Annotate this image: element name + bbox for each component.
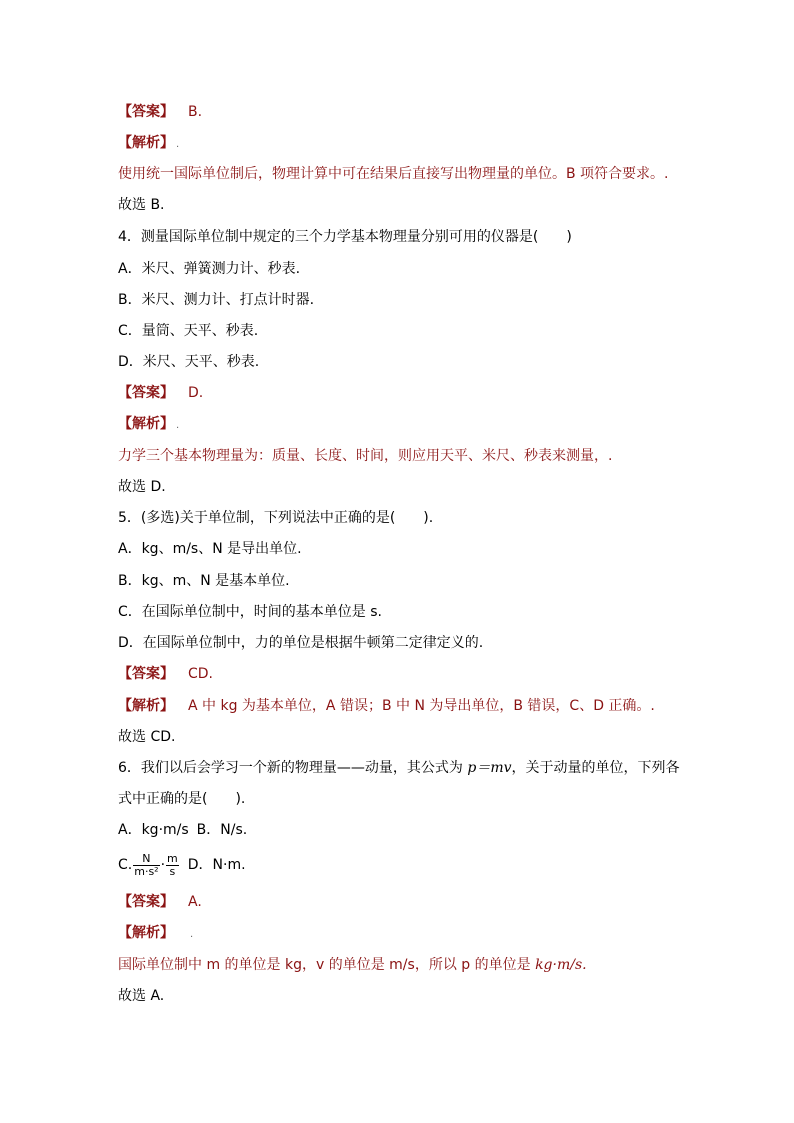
q5-stem: 5．(多选)关于单位制，下列说法中正确的是( ). (118, 510, 434, 526)
q5-option-a: A．kg、m/s、N 是导出单位. (118, 541, 302, 557)
q4-option-c: C．量筒、天平、秒表. (118, 323, 259, 339)
q6-option-c-fraction-2 (166, 853, 179, 878)
q5-option-d: D．在国际单位制中，力的单位是根据牛顿第二定律定义的. (118, 635, 484, 651)
q4-analysis-text: 力学三个基本物理量为：质量、长度、时间，则应用天平、米尺、秒表来测量，. (118, 448, 613, 464)
q5-conclusion: 故选 CD. (118, 729, 176, 745)
fraction-denominator: s (169, 864, 176, 878)
q5-analysis-line (118, 696, 655, 716)
q6-formula: p＝mv (467, 760, 512, 776)
answer-label: 【答案】 (118, 104, 174, 120)
q4-answer-line (118, 383, 203, 403)
q6-options-cd (118, 846, 246, 884)
q4-analysis-label-line: 【解析】 . (118, 416, 180, 432)
q6-option-d: D．N·m. (187, 857, 246, 873)
analysis-label: 【解析】 (118, 416, 174, 432)
q6-analysis-dot: . (190, 929, 194, 940)
q5-option-b: B．kg、m、N 是基本单位. (118, 573, 290, 589)
answer-label: 【答案】 (118, 894, 174, 910)
q4-option-b: B．米尺、测力计、打点计时器. (118, 292, 315, 308)
fraction-numerator: m (167, 851, 178, 865)
q5-answer-line (118, 664, 213, 684)
q4-answer: D. (188, 385, 204, 401)
q4-option-a: A．米尺、弹簧测力计、秒表. (118, 261, 301, 277)
q6-options-ab (118, 820, 247, 840)
q3-answer: B. (188, 104, 203, 120)
q6-analysis-text: 国际单位制中 m 的单位是 kg，v 的单位是 m/s，所以 p 的单位是 (118, 957, 536, 973)
q6-option-b: B．N/s. (196, 822, 248, 838)
q5-analysis-text: A 中 kg 为基本单位，A 错误；B 中 N 为导出单位，B 错误，C、D 正确。. (188, 698, 655, 714)
q6-conclusion: 故选 A. (118, 988, 165, 1004)
q6-analysis-unit: kg·m/s. (535, 957, 587, 973)
q3-conclusion: 故选 B. (118, 197, 165, 213)
q6-option-c-prefix: C. (118, 857, 133, 873)
answer-label: 【答案】 (118, 666, 174, 682)
q3-analysis-text: 使用统一国际单位制后，物理计算中可在结果后直接写出物理量的单位。B 项符合要求。. (118, 166, 669, 182)
answer-label: 【答案】 (118, 385, 174, 401)
q6-option-a: A．kg·m/s (118, 822, 189, 838)
q6-stem-part2: ，关于动量的单位，下列各 (511, 760, 680, 776)
q6-option-c-dot: · (160, 857, 166, 873)
q6-answer: A. (188, 894, 202, 910)
q6-stem-line2: 式中正确的是( ). (118, 791, 246, 807)
q4-option-d: D．米尺、天平、秒表. (118, 354, 260, 370)
q6-stem-part1: 6．我们以后会学习一个新的物理量——动量，其公式为 (118, 760, 468, 776)
fraction-numerator: N (133, 853, 159, 866)
q5-option-c: C．在国际单位制中，时间的基本单位是 s. (118, 604, 382, 620)
q5-answer: CD. (188, 666, 214, 682)
analysis-label: 【解析】 (118, 135, 174, 151)
analysis-label: 【解析】 (118, 925, 174, 941)
q6-stem-line1 (118, 758, 680, 778)
analysis-label: 【解析】 (118, 698, 174, 714)
q3-analysis-label-line: 【解析】 . (118, 135, 180, 151)
q4-stem: 4．测量国际单位制中规定的三个力学基本物理量分别可用的仪器是( ) (118, 229, 572, 245)
q6-answer-line (118, 892, 202, 912)
q6-analysis-line (118, 955, 587, 975)
q6-analysis-label-line (118, 923, 193, 943)
fraction-denominator: m·s² (134, 864, 159, 878)
q4-conclusion: 故选 D. (118, 479, 166, 495)
q3-answer-line (118, 102, 202, 122)
q6-option-c-fraction-1 (133, 853, 159, 878)
